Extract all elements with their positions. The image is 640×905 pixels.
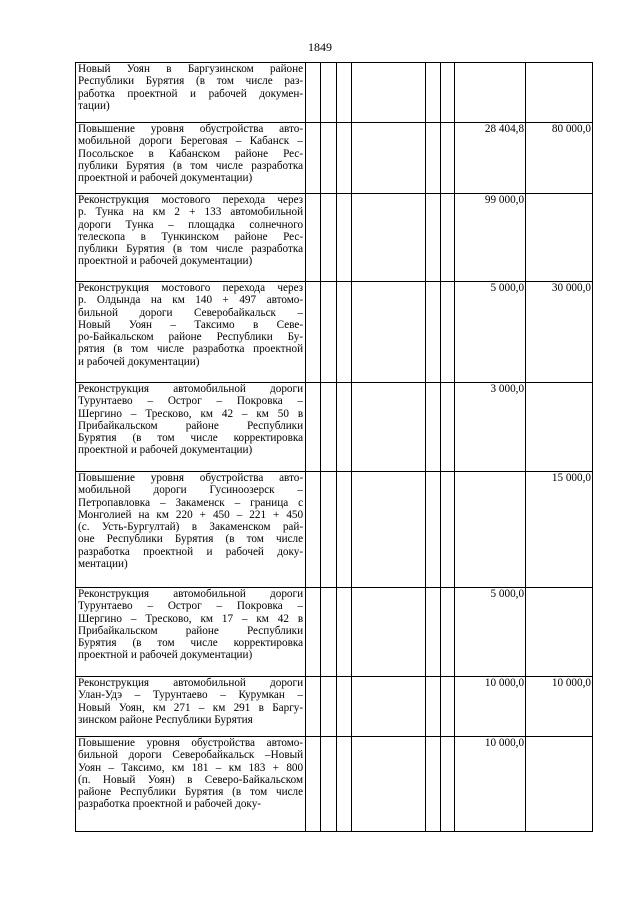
empty-cell [306,63,321,123]
description-line: Шергино – Тресково, км 17 – км 42 в [78,612,304,625]
empty-cell [306,282,321,383]
empty-cell [351,677,425,737]
amount-cell-1: 99 000,0 [455,194,526,282]
object-description [76,194,306,282]
description-line: Турунтаево – Острог – Покровка – [78,395,304,408]
empty-cell [425,588,440,677]
empty-cell [440,63,454,123]
description-line: районе Республики Бурятия (в том числе [78,786,304,799]
budget-table [75,62,593,832]
empty-cell [440,472,454,588]
description-line: рятия (в том числе разработка проектной [78,343,304,356]
description-line: проектной и рабочей документации) [78,255,253,268]
amount-cell-2 [526,63,593,123]
empty-cell [321,123,336,194]
empty-cell [440,737,454,832]
empty-cell [440,194,454,282]
description-line: Повышение уровня обустройства авто- [78,472,304,484]
description-line: Посольское в Кабанском районе Рес- [78,147,304,160]
empty-cell [321,472,336,588]
empty-cell [440,282,454,383]
empty-cell [336,677,351,737]
description-line: Реконструкция автомобильной дороги [78,677,304,689]
empty-cell [321,588,336,677]
description-line: р. Тунка на км 2 + 133 автомобильной [78,206,304,219]
empty-cell [425,63,440,123]
table-row [76,63,593,123]
description-line: Реконструкция автомобильной дороги [78,588,304,600]
description-line: Улан-Удэ – Турунтаево – Курумкан – [78,689,304,702]
empty-cell [425,123,440,194]
empty-cell [351,123,425,194]
amount-cell-2: 80 000,0 [526,123,593,194]
amount-cell-1: 5 000,0 [455,282,526,383]
empty-cell [425,282,440,383]
empty-cell [336,123,351,194]
description-line: Бурятия (в том числе корректировка [78,637,304,650]
description-line: оне Республики Бурятия (в том числе [78,533,304,546]
empty-cell [306,472,321,588]
description-line: зинском районе Республики Бурятия [78,713,253,726]
description-line: бильной дороги Северобайкальск –Новый [78,749,304,762]
empty-cell [336,63,351,123]
empty-cell [351,194,425,282]
amount-cell-2 [526,588,593,677]
table-row [76,472,593,588]
description-line: публики Бурятия (в том числе разработка [78,243,304,256]
table-row [76,282,593,383]
description-line: бильной дороги Северобайкальск – [78,306,304,319]
amount-cell-2: 30 000,0 [526,282,593,383]
description-line: Повышение уровня обустройства авто- [78,123,304,135]
description-line: Республики Бурятия (в том числе раз- [78,75,304,88]
description-line: (п. Новый Уоян) в Северо-Байкальском [78,773,304,786]
description-line: ро-Байкальском районе Республики Бу- [78,331,304,344]
amount-cell-1: 10 000,0 [455,737,526,832]
empty-cell [336,588,351,677]
empty-cell [425,677,440,737]
amount-cell-1: 5 000,0 [455,588,526,677]
empty-cell [306,123,321,194]
table-row [76,194,593,282]
empty-cell [440,588,454,677]
table-row [76,588,593,677]
empty-cell [321,63,336,123]
empty-cell [440,123,454,194]
empty-cell [321,677,336,737]
description-line: Прибайкальском районе Республики [78,624,304,637]
description-line: Повышение уровня обустройства автомо- [78,737,304,749]
description-line: публики Бурятия (в том числе разработка [78,159,304,172]
table-row [76,383,593,472]
amount-cell-1 [455,63,526,123]
empty-cell [306,737,321,832]
description-line: работка проектной и рабочей докумен- [78,87,304,100]
empty-cell [321,282,336,383]
description-line: проектной и рабочей документации) [78,444,253,457]
description-line: разработка проектной и рабочей доку- [78,798,262,811]
description-line: проектной и рабочей документации) [78,649,253,662]
object-description [76,123,306,194]
description-line: мобильной дороги Гусиноозерск – [78,484,304,497]
table-row [76,737,593,832]
amount-cell-1: 3 000,0 [455,383,526,472]
object-description [76,282,306,383]
empty-cell [321,194,336,282]
empty-cell [351,737,425,832]
object-description [76,472,306,588]
description-line: Новый Уоян – Таксимо в Севе- [78,318,304,331]
empty-cell [425,737,440,832]
description-line: Бурятия (в том числе корректировка [78,432,304,445]
object-description [76,63,306,123]
empty-cell [336,194,351,282]
empty-cell [351,282,425,383]
description-line: Реконструкция мостового перехода через [78,282,304,294]
empty-cell [306,588,321,677]
description-line: Шергино – Тресково, км 42 – км 50 в [78,407,304,420]
page-number: 1849 [308,40,332,54]
amount-cell-2: 15 000,0 [526,472,593,588]
empty-cell [351,383,425,472]
description-line: р. Олдында на км 140 + 497 автомо- [78,294,304,307]
amount-cell-2 [526,383,593,472]
empty-cell [336,383,351,472]
description-line: Уоян – Таксимо, км 181 – км 183 + 800 [78,761,304,774]
amount-cell-2 [526,194,593,282]
empty-cell [351,588,425,677]
description-line: Турунтаево – Острог – Покровка – [78,600,304,613]
object-description [76,737,306,832]
description-line: мобильной дороги Береговая – Кабанск – [78,135,304,148]
object-description [76,383,306,472]
amount-cell-2 [526,737,593,832]
description-line: Петропавловка – Закаменск – граница с [78,496,304,509]
description-line: Прибайкальском районе Республики [78,419,304,432]
table-row [76,123,593,194]
description-line: тации) [78,99,110,112]
description-line: проектной и рабочей документации) [78,172,253,185]
empty-cell [336,737,351,832]
empty-cell [425,472,440,588]
empty-cell [306,677,321,737]
description-line: Реконструкция автомобильной дороги [78,383,304,395]
empty-cell [440,677,454,737]
empty-cell [351,472,425,588]
description-line: Новый Уоян, км 271 – км 291 в Баргу- [78,701,304,714]
description-line: разработка проектной и рабочей доку- [78,545,304,558]
amount-cell-1: 28 404,8 [455,123,526,194]
empty-cell [306,383,321,472]
empty-cell [336,282,351,383]
empty-cell [425,194,440,282]
empty-cell [351,63,425,123]
object-description [76,677,306,737]
description-line: дороги Тунка – площадка солнечного [78,218,304,231]
empty-cell [306,194,321,282]
description-line: телескопа в Тункинском районе Рес- [78,230,304,243]
empty-cell [321,737,336,832]
object-description [76,588,306,677]
empty-cell [440,383,454,472]
description-line: Монголией на км 220 + 450 – 221 + 450 [78,508,304,521]
empty-cell [425,383,440,472]
empty-cell [336,472,351,588]
description-line: ментации) [78,558,128,571]
empty-cell [321,383,336,472]
amount-cell-1 [455,472,526,588]
description-line: Реконструкция мостового перехода через [78,194,304,206]
amount-cell-2: 10 000,0 [526,677,593,737]
description-line: и рабочей документации) [78,355,200,368]
amount-cell-1: 10 000,0 [455,677,526,737]
table-row [76,677,593,737]
description-line: Новый Уоян в Баргузинском районе [78,63,304,75]
description-line: (с. Усть-Бургултай) в Закаменском рай- [78,521,304,534]
